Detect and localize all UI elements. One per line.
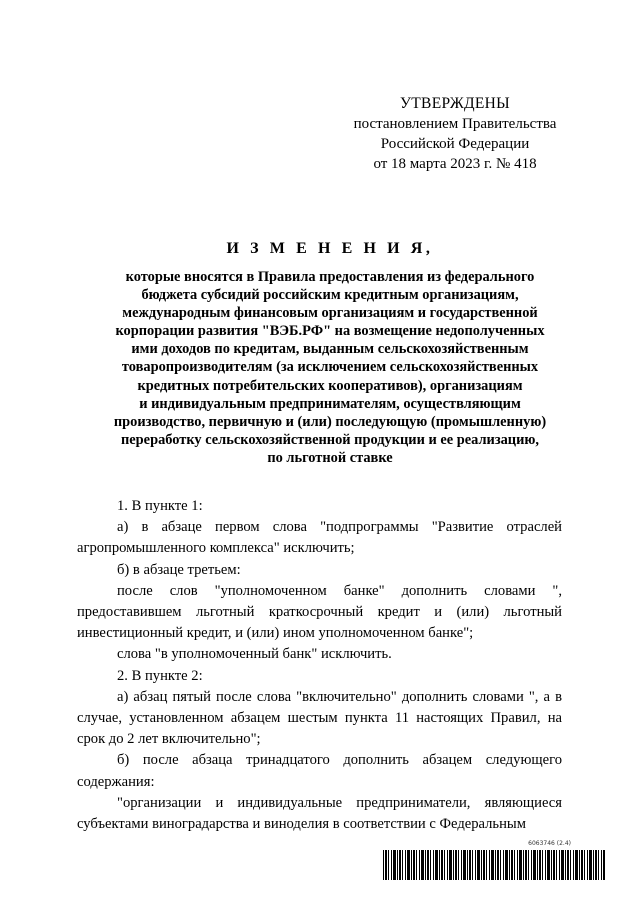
subtitle-line: ими доходов по кредитам, выданным сельскохозяйственным [131,341,529,358]
barcode-number: 6063746 (2.4) [528,840,571,847]
body-paragraph: после слов "уполномоченном банке" дополнить словами ", предоставившем льготный краткосрочный кредит и (или) льготный инвестиционный кредит, и (или) ином уполномоченном банке"; [77,582,562,642]
subtitle-line: корпорации развития "ВЭБ.РФ" на возмещение недополученных [115,323,545,340]
subtitle-line: товаропроизводителям (за исключением сельскохозяйственных [121,359,539,376]
body-paragraph: 1. В пункте 1: [117,498,203,514]
document-title: И З М Е Н Е Н И Я, [226,240,434,257]
body-paragraph: слова "в уполномоченный банк" исключить. [117,646,392,663]
body-paragraph: а) абзац пятый после слова "включительно" дополнить словами ", а в случае, установленном абзацем шестым пункта 11 настоящих Правил, на срок до 2 лет включительно"; [77,688,562,748]
body-paragraph: 2. В пункте 2: [117,667,203,684]
approval-date-number: от 18 марта 2023 г. № 418 [373,156,537,172]
approval-heading: УТВЕРЖДЕНЫ [400,95,510,112]
subtitle-line: которые вносятся в Правила предоставления из федерального [125,269,535,285]
subtitle-line: кредитных потребительских кооперативов), организациям [137,377,523,394]
subtitle-line: и индивидуальным предпринимателям, осуществляющим [139,395,521,412]
body-paragraph: б) в абзаце третьем: [117,561,241,578]
barcode-bars-icon [383,850,605,880]
body-paragraph: а) в абзаце первом слова "подпрограммы "Развитие отраслей агропромышленного комплекса" исключить; [77,519,562,557]
body-paragraph: б) после абзаца тринадцатого дополнить абзацем следующего содержания: [77,752,562,790]
subtitle-line: производство, первичную и (или) последующую (промышленную) [113,413,547,430]
body-paragraph: "организации и индивидуальные предприниматели, являющиеся субъектами виноградарства и виноделия в соответствии с Федеральным [77,794,562,833]
document-body [77,496,562,835]
subtitle-line: международным финансовым организациям и государственной [122,305,538,322]
subtitle-line: бюджета субсидий российским кредитным организациям, [141,287,519,304]
subtitle-line: по льготной ставке [267,449,393,466]
document-subtitle [80,268,580,467]
barcode [383,840,605,882]
subtitle-line: переработку сельскохозяйственной продукции и ее реализацию, [121,431,539,448]
approval-block [340,94,570,174]
approval-line: Российской Федерации [380,136,530,152]
approval-line: постановлением Правительства [353,116,557,132]
